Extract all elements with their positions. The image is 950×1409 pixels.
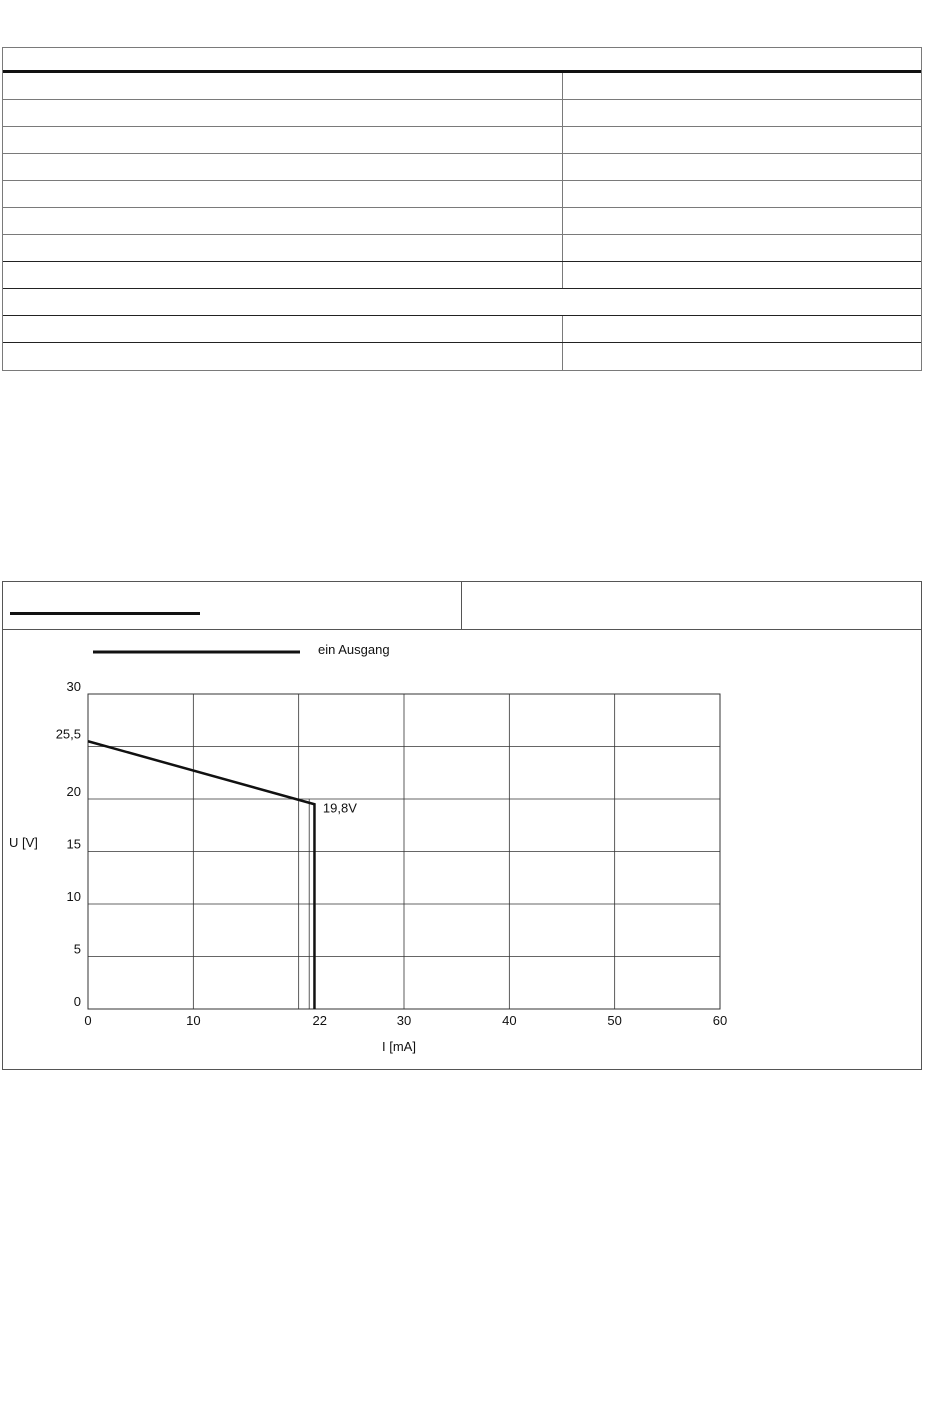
- x-tick-label: 30: [396, 1013, 412, 1028]
- spec-table-label-cell: [3, 343, 563, 370]
- spec-table-label-cell: [3, 154, 563, 180]
- spec-table-row: [3, 154, 921, 181]
- series-line-ein-ausgang: [88, 741, 314, 1009]
- spec-table-value-cell: [563, 100, 921, 126]
- y-tick-label: 0: [73, 994, 81, 1009]
- characteristic-chart: [3, 582, 921, 1069]
- spec-table-body: [3, 73, 921, 370]
- chart-panel: [2, 581, 922, 1070]
- spec-table-label-cell: [3, 235, 563, 261]
- spec-table-label-cell: [3, 127, 563, 153]
- grid-layer: [88, 694, 720, 1009]
- spec-table-row: [3, 208, 921, 235]
- spec-table-label-cell: [3, 262, 563, 288]
- y-tick-label: 25,5: [55, 726, 81, 742]
- spec-table-value-cell: [563, 208, 921, 234]
- x-tick-label: 10: [186, 1013, 201, 1028]
- x-tick-labels: [84, 1013, 727, 1028]
- legend: [93, 642, 390, 657]
- spec-table-label-cell: [3, 316, 563, 342]
- spec-table-value-cell: [563, 235, 921, 261]
- spec-table-row: [3, 73, 921, 100]
- y-tick-label: 20: [66, 784, 81, 799]
- spec-table-label-cell: [3, 208, 563, 234]
- spec-table-row: [3, 262, 921, 289]
- x-tick-label: 60: [712, 1013, 728, 1028]
- spec-table-row: [3, 289, 921, 316]
- y-tick-label: 30: [66, 679, 81, 694]
- series-layer: [88, 741, 314, 1009]
- spec-table-value-cell: [563, 262, 921, 288]
- spec-table-title-row: [3, 48, 921, 73]
- y-tick-label: 5: [73, 941, 81, 957]
- spec-table-value-cell: [563, 127, 921, 153]
- y-axis-label: U [V]: [9, 835, 38, 850]
- x-tick-label: 22: [312, 1013, 327, 1028]
- spec-table-row: [3, 181, 921, 208]
- y-tick-label: 10: [66, 889, 81, 904]
- x-tick-label: 40: [502, 1013, 517, 1028]
- annotation-19-8v: 19,8V: [322, 800, 357, 816]
- y-tick-label: 15: [66, 836, 81, 852]
- y-tick-labels: [56, 679, 81, 1009]
- spec-table: [2, 47, 922, 371]
- spec-table-row: [3, 316, 921, 343]
- spec-table-row: [3, 100, 921, 127]
- spec-table-value-cell: [563, 343, 921, 370]
- spec-table-label-cell: [3, 100, 563, 126]
- spec-table-value-cell: [563, 316, 921, 342]
- x-axis-label: I [mA]: [382, 1039, 416, 1054]
- spec-table-value-cell: [563, 73, 921, 99]
- spec-table-label-cell: [3, 73, 563, 99]
- spec-table-value-cell: [563, 181, 921, 207]
- legend-label: ein Ausgang: [318, 642, 390, 657]
- spec-table-section-cell: [3, 289, 921, 315]
- spec-table-label-cell: [3, 181, 563, 207]
- x-tick-label: 50: [607, 1013, 622, 1028]
- x-tick-label: 0: [84, 1013, 92, 1028]
- spec-table-row: [3, 127, 921, 154]
- spec-table-row: [3, 235, 921, 262]
- spec-table-value-cell: [563, 154, 921, 180]
- spec-table-row: [3, 343, 921, 370]
